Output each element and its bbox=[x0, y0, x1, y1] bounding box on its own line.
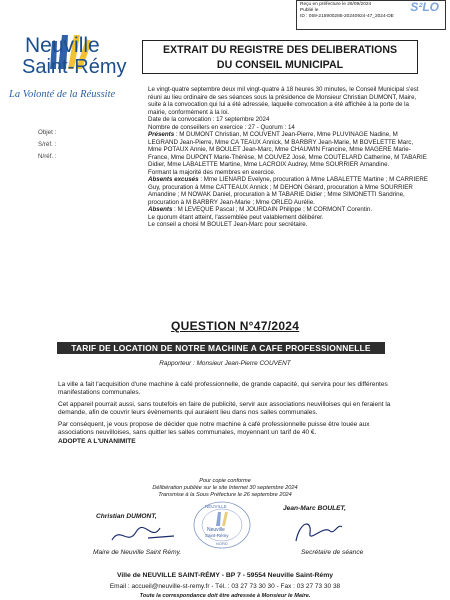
seal-subname: Saint-Rémy bbox=[205, 533, 229, 538]
certif-copy: Pour copie conforme bbox=[199, 478, 251, 484]
subject-banner: TARIF DE LOCATION DE NOTRE MACHINE A CAFE PROFESSIONNELLE bbox=[57, 342, 385, 354]
mayor-name: Christian DUMONT, bbox=[96, 513, 157, 520]
footer-contact: Email : accueil@neuville-st-remy.fr - Tél. : 03 27 73 30 30 - Fax : 03 27 73 30 38 bbox=[109, 583, 341, 590]
absents-names: : M LEVEQUE Pascal ; M JOURDAIN Philippe ; M CORMONT Corentin. bbox=[172, 206, 373, 213]
logo-tagline: La Volonté de la Réussite bbox=[9, 89, 116, 100]
stamp-line-published: Publié le bbox=[300, 8, 319, 13]
reference-labels bbox=[38, 127, 57, 163]
label-sref: S/réf. : bbox=[38, 141, 57, 148]
mayor-role: Maire de Neuville Saint Rémy. bbox=[93, 549, 182, 556]
label-objet: Objet : bbox=[38, 129, 57, 136]
councillors-count: Nombre de conseillers en exercice : 27 - Quorum : 14 bbox=[148, 123, 295, 131]
presents-names: : M DUMONT Christian, M COUVENT Jean-Pierre, Mme PLUVINAGE Nadine, M LEGRAND Jean-Pierre, Mme CA TEAUX Annick, M BARBRY Jean-Marie, M BOVELETTE Marc, Mme POTAUX Annie, M BOULET Jean-Marc, Mme CHAUWIN Francine, Mme MAGERE Marie-France, Mme DUPONT Marie-Thérèse, M COUVEZ José, Mme COUTELARD Catherine, M TABARIE Didier, Mme LABALETTE Martine, Mme LACROIX Audrey, Mme SOURRIER Amandine. bbox=[148, 131, 427, 168]
presents-list bbox=[148, 131, 428, 169]
absents-label: Absents bbox=[148, 206, 173, 213]
deliberation-body bbox=[58, 381, 398, 442]
majority-line: Formant la majorité des membres en exercice. bbox=[148, 168, 276, 176]
adoption-status: ADOPTE A L'UNANIMITE bbox=[58, 438, 136, 445]
mayor-signature-icon bbox=[108, 522, 178, 548]
seal-bottom-text: NORD bbox=[216, 541, 228, 546]
paragraph-1: La ville a fait l'acquisition d'une machine à café professionnelle, de grande capacité, qui servira pour les différentes manifestations communales. bbox=[58, 381, 388, 396]
stamp-line-id: ID : 059-215900285-20240924-47_2024-DE bbox=[300, 14, 394, 19]
prefecture-stamp bbox=[296, 0, 446, 30]
secretary-role: Secrétaire de séance bbox=[301, 549, 364, 556]
excused-label: Absents excusés bbox=[148, 176, 199, 183]
excused-names: : Mme LIENARD Evelyne, procuration à Mme LABALETTE Martine ; M CARRIERE Guy, procuration à Mme CATTEAUX Annick ; M DEHON Gérard, procuration à Mme SOURRIER Amandine ; M NOWAK Daniel, procuration à M TABARIE Didier ; Mme SIMONETTI Sandrine, procuration à M BARBRY Jean-Marie ; Mme ORLED Aurélie. bbox=[148, 176, 428, 206]
rapporteur-line: Rapporteur : Monsieur Jean-Pierre COUVENT bbox=[159, 360, 291, 367]
paragraph-2: Cet appareil pourrait aussi, sans toutefois en faire de publicité, servir aux associations neuvilloises qui en feraient la demande, afin de couvrir leurs évènements qui auraient lieu dans nos salles communales. bbox=[58, 401, 391, 416]
absents-list bbox=[148, 206, 428, 214]
label-nref: N/réf. : bbox=[38, 153, 57, 160]
paragraph-3: Par conséquent, je vous propose de décider que notre machine à café professionnelle puisse être louée aux associations neuvilloises, sans quitter les salles communales, moyennant un tarif de 40 €. bbox=[58, 421, 370, 436]
quorum-line: Le quorum étant atteint, l'assemblée peut valablement délibérer. bbox=[148, 213, 324, 221]
meeting-details bbox=[148, 86, 428, 229]
title-line-1: EXTRAIT DU REGISTRE DES DELIBERATIONS bbox=[162, 44, 398, 56]
presents-label: Présents bbox=[148, 131, 175, 138]
intro-paragraph: Le vingt-quatre septembre deux mil vingt-quatre à 18 heures 30 minutes, le Conseil Municipal s'est réuni au lieu ordinaire de ses séances sous la présidence de Monsieur Christian DUMONT, Maire, suite à la convocation qui lui a été adressée, laquelle convocation a été affichée à la porte de la mairie, conformément à la loi. bbox=[148, 86, 419, 116]
excused-list bbox=[148, 176, 428, 206]
secretary-line: Le conseil a choisi M BOULET Jean-Marc pour secrétaire. bbox=[148, 221, 308, 228]
stamp-line-received: Reçu en préfecture le 26/09/2024 bbox=[300, 2, 372, 7]
slo-mark: S²LO bbox=[410, 0, 439, 14]
logo-name: Neuville bbox=[25, 34, 100, 57]
date-convocation: Date de la convocation : 17 septembre 2024 bbox=[148, 116, 270, 123]
title-line-2: DU CONSEIL MUNICIPAL bbox=[216, 59, 344, 71]
certif-transmitted: Transmise à la Sous Préfecture le 26 septembre 2024 bbox=[158, 492, 292, 498]
seal-top-text: NEUVILLE bbox=[205, 504, 227, 509]
secretary-signature-icon bbox=[290, 515, 345, 547]
footer-address: Ville de NEUVILLE SAINT-RÉMY - BP 7 - 59554 Neuville Saint-Rémy bbox=[116, 572, 334, 579]
question-number: QUESTION N°47/2024 bbox=[171, 319, 300, 333]
certification-block bbox=[0, 478, 450, 499]
logo-subname: Saint-Rémy bbox=[22, 56, 127, 78]
document-title bbox=[142, 40, 418, 74]
certif-published: Délibération publiée sur le site Internet 30 septembre 2024 bbox=[152, 485, 298, 491]
secretary-name: Jean-Marc BOULET, bbox=[283, 505, 346, 512]
footer-note: Toute la correspondance doit être adressée à Monsieur le Maire. bbox=[139, 593, 311, 599]
seal-name: Neuville bbox=[207, 527, 225, 533]
